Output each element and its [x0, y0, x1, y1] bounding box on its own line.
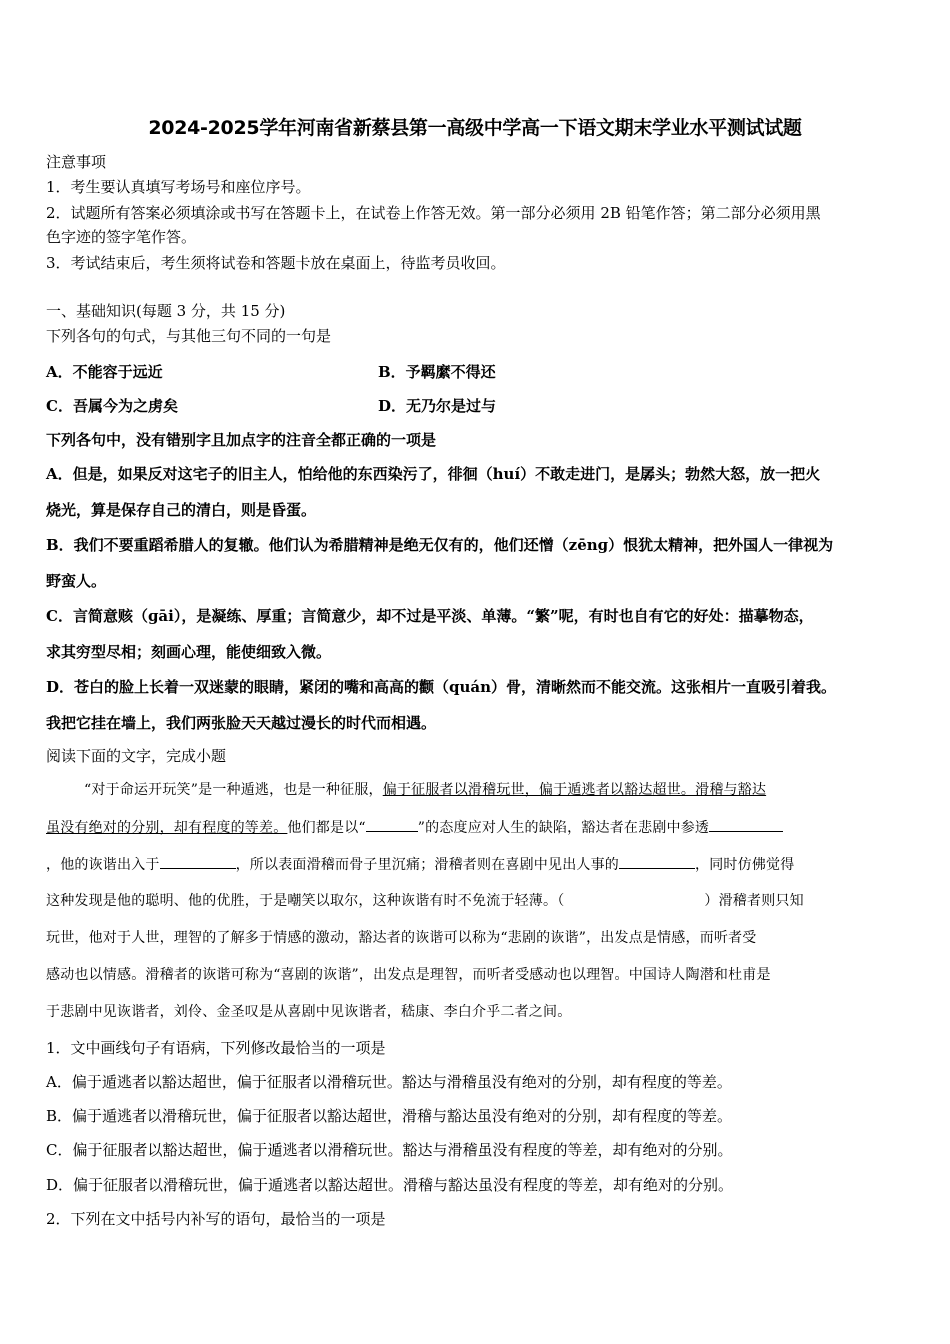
option-line: 烧光，算是保存自己的清白，则是昏蛋。 [46, 501, 317, 519]
passage-line: 感动也以情感。滑稽者的诙谐可称为“喜剧的诙谐”，出发点是理智，而听者受感动也以理智。中国诗人陶潜和杜甫是 [46, 967, 771, 983]
option-a: A．不能容于远近 [46, 363, 163, 381]
reading-intro: 阅读下面的文字，完成小题 [46, 747, 227, 765]
passage-text: ，所以表面滑稽而骨子里沉痛；滑稽者则在喜剧中见出人事的 [235, 857, 620, 873]
option-c: C．偏于征服者以豁达超世，偏于遁逃者以滑稽玩世。豁达与滑稽虽没有程度的等差，却有绝对的分别。 [46, 1141, 733, 1159]
passage-text: “对于命运开玩笑”是一种遁逃，也是一种征服， [84, 782, 383, 798]
notice-item: 3．考试结束后，考生须将试卷和答题卡放在桌面上，待监考员收回。 [46, 254, 506, 272]
option-d: D．无乃尔是过与 [378, 397, 497, 415]
underlined-sentence: 偏于征服者以滑稽玩世，偏于遁逃者以豁达超世。滑稽与豁达 [382, 782, 767, 798]
passage-text: ）滑稽者则只知 [704, 893, 804, 909]
question-stem: 1．文中画线句子有语病，下列修改最恰当的一项是 [46, 1039, 386, 1057]
passage-line [46, 817, 783, 838]
passage-text: 这种发现是他的聪明、他的优胜，于是嘲笑以取尔，这种诙谐有时不免流于轻薄。（ [46, 893, 565, 909]
answer-blank[interactable] [160, 854, 236, 869]
passage-line [46, 891, 804, 911]
section-heading: 一、基础知识(每题 3 分，共 15 分) [46, 302, 286, 320]
notice-item: 2．试题所有答案必须填涂或书写在答题卡上，在试卷上作答无效。第一部分必须用 2B 铅笔作答；第二部分必须用黑 [46, 204, 821, 222]
option-a: A．偏于遁逃者以豁达超世，偏于征服者以滑稽玩世。豁达与滑稽虽没有绝对的分别，却有程度的等差。 [46, 1073, 732, 1091]
notice-heading: 注意事项 [46, 153, 107, 171]
passage-line [46, 854, 794, 875]
option-line: A．但是，如果反对这宅子的旧主人，怕给他的东西染污了，徘徊（huí）不敢走进门，是孱头；勃然大怒，放一把火 [46, 465, 821, 483]
question-stem: 下列各句中，没有错别字且加点字的注音全都正确的一项是 [46, 431, 437, 449]
option-line: B．我们不要重蹈希腊人的复辙。他们认为希腊精神是绝无仅有的，他们还憎（zēnɡ）恨犹太精神，把外国人一律视为 [46, 536, 834, 554]
option-line: 求其穷型尽相；刻画心理，能使细致入微。 [46, 643, 332, 661]
option-b: B．偏于遁逃者以滑稽玩世，偏于征服者以豁达超世，滑稽与豁达虽没有绝对的分别，却有程度的等差。 [46, 1107, 733, 1125]
answer-blank[interactable] [709, 817, 783, 832]
passage-text: ，同时仿佛觉得 [695, 857, 795, 873]
passage-text: 他们都是以“ [287, 820, 366, 836]
passage-line: 于悲剧中见诙谐者，刘伶、金圣叹是从喜剧中见诙谐者，嵇康、李白介乎二者之间。 [46, 1004, 572, 1020]
option-b: B．予羁縻不得还 [378, 363, 496, 381]
option-line: 野蛮人。 [46, 572, 107, 590]
notice-item: 色字迹的签字笔作答。 [46, 228, 197, 246]
passage-line [84, 780, 766, 800]
passage-text: ”的态度应对人生的缺陷，豁达者在悲剧中参透 [417, 820, 710, 836]
page-title: 2024-2025学年河南省新蔡县第一高级中学高一下语文期末学业水平测试试题 [148, 117, 802, 139]
passage-line: 玩世，他对于人世，理智的了解多于情感的激动，豁达者的诙谐可以称为“悲剧的诙谐”，出发点是情感，而听者受 [46, 930, 757, 946]
option-d: D．偏于征服者以滑稽玩世，偏于遁逃者以豁达超世。滑稽与豁达虽没有程度的等差，却有绝对的分别。 [46, 1176, 734, 1194]
option-c: C．吾属今为之虏矣 [46, 397, 178, 415]
passage-text: ，他的诙谐出入于 [46, 857, 160, 873]
underlined-sentence: 虽没有绝对的分别，却有程度的等差。 [46, 820, 288, 836]
question-stem: 2．下列在文中括号内补写的语句，最恰当的一项是 [46, 1210, 386, 1228]
option-line: 我把它挂在墙上，我们两张脸天天越过漫长的时代而相遇。 [46, 714, 437, 732]
answer-blank[interactable] [619, 854, 695, 869]
question-stem: 下列各句的句式，与其他三句不同的一句是 [46, 327, 332, 345]
option-line: D．苍白的脸上长着一双迷蒙的眼睛，紧闭的嘴和高高的颧（quán）骨，清晰然而不能交流。这张相片一直吸引着我。 [46, 678, 837, 696]
notice-item: 1．考生要认真填写考场号和座位序号。 [46, 178, 311, 196]
option-line: C．言简意赅（ɡāi），是凝练、厚重；言简意少，却不过是平淡、单薄。“繁”呢，有时也自有它的好处：描摹物态， [46, 607, 814, 625]
answer-blank[interactable] [366, 817, 418, 832]
